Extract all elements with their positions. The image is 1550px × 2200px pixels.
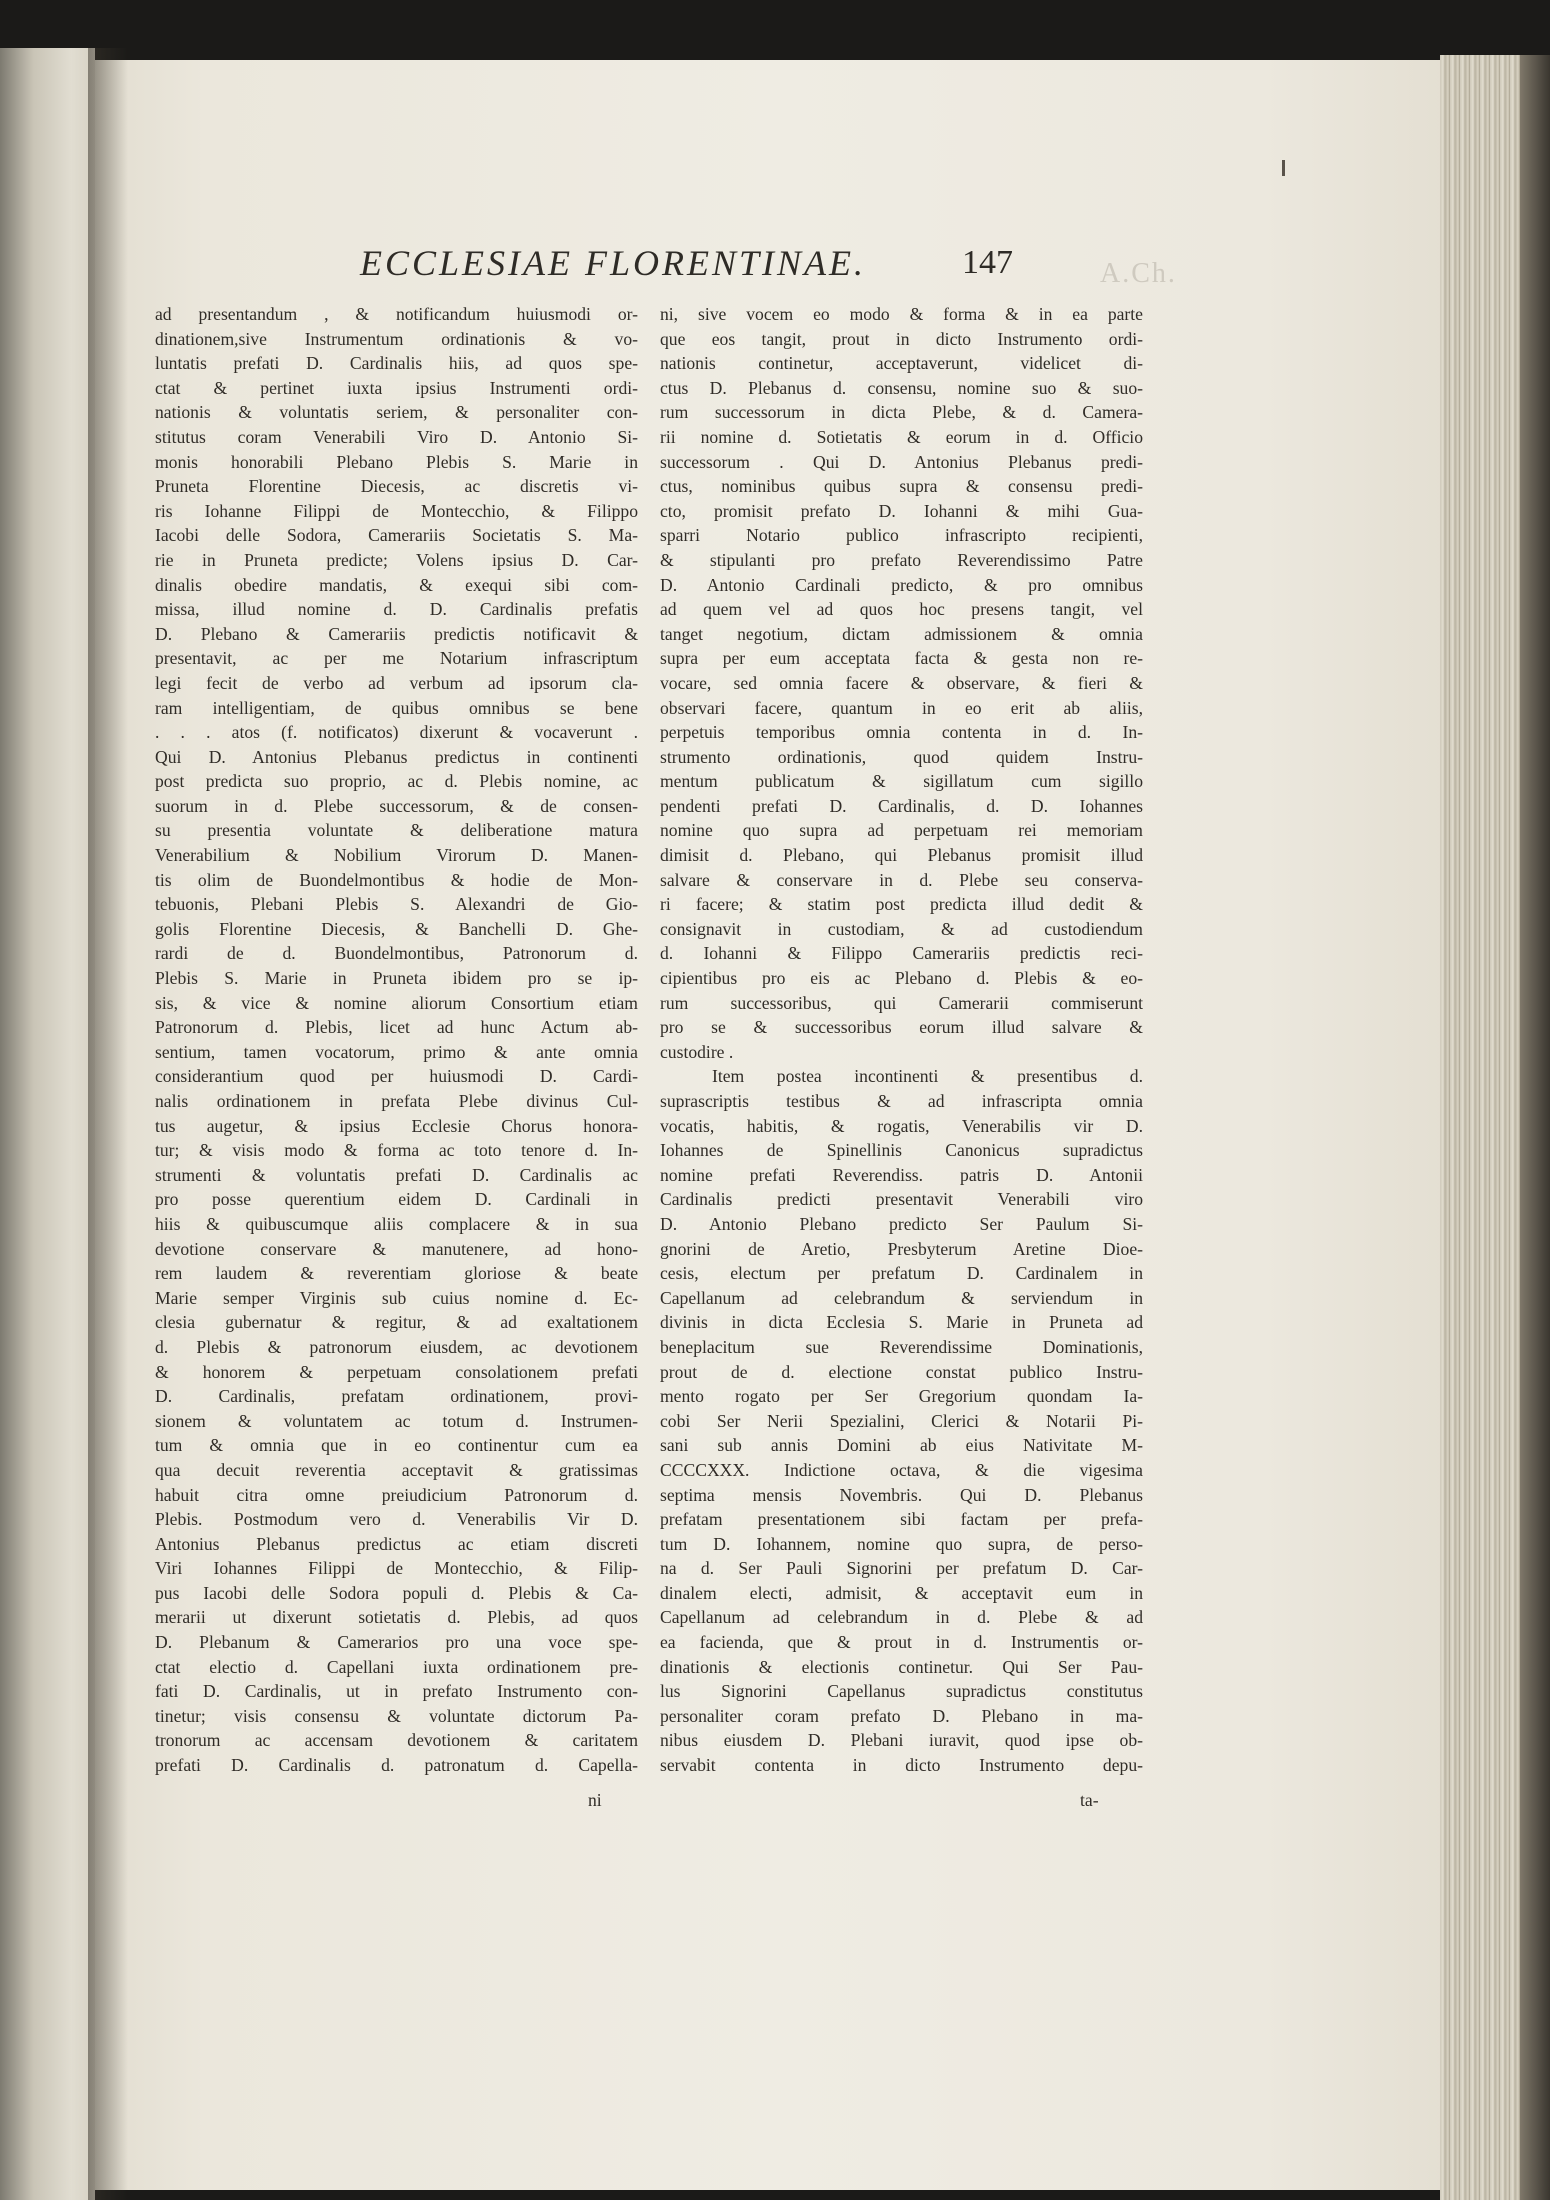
text-line: lus Signorini Capellanus supradictus constitutus	[660, 1681, 1143, 1702]
text-line: Plebis. Postmodum vero d. Venerabilis Vir D.	[155, 1509, 638, 1530]
text-line: luntatis prefati D. Cardinalis hiis, ad quos spe-	[155, 353, 638, 374]
text-line: rardi de d. Buondelmontibus, Patronorum d.	[155, 943, 638, 964]
text-line: ad quem vel ad quos hoc presens tangit, vel	[660, 599, 1143, 620]
text-line: stitutus coram Venerabili Viro D. Antonio Si-	[155, 426, 638, 447]
text-line: strumenti & voluntatis prefati D. Cardinalis ac	[155, 1164, 638, 1185]
text-line: Plebis S. Marie in Pruneta ibidem pro se ip-	[155, 968, 638, 989]
text-line: ad presentandum , & notificandum huiusmodi or-	[155, 304, 638, 324]
text-line: Cardinalis predicti presentavit Venerabili viro	[660, 1189, 1143, 1210]
text-line: habuit citra omne preiudicium Patronorum d.	[155, 1484, 638, 1505]
text-line: tus augetur, & ipsius Ecclesie Chorus honora-	[155, 1115, 638, 1136]
text-line: d. Iohanni & Filippo Camerariis predictis reci-	[660, 943, 1143, 964]
text-line: salvare & conservare in d. Plebe seu conserva-	[660, 869, 1143, 890]
text-line: mentum publicatum & sigillatum cum sigillo	[660, 771, 1143, 792]
text-line: fati D. Cardinalis, ut in prefato Instrumento con-	[155, 1681, 638, 1702]
text-line: ctus D. Plebanus d. consensu, nomine suo & suo-	[660, 377, 1143, 398]
text-line: rem laudem & reverentiam gloriose & beate	[155, 1263, 638, 1284]
text-line: tum D. Iohannem, nomine quo supra, de perso-	[660, 1533, 1143, 1554]
text-line: rum successoribus, qui Camerarii commiserunt	[660, 992, 1143, 1013]
text-line: sis, & vice & nomine aliorum Consortium etiam	[155, 992, 638, 1013]
text-line: considerantium quod per huiusmodi D. Cardi-	[155, 1066, 638, 1087]
text-line: tis olim de Buondelmontibus & hodie de Mon-	[155, 869, 638, 890]
text-line: mento rogato per Ser Gregorium quondam Ia-	[660, 1386, 1143, 1407]
text-line: Capellanum ad celebrandum & serviendum in	[660, 1287, 1143, 1308]
text-line: hiis & quibuscumque aliis complacere & in sua	[155, 1213, 638, 1234]
text-line: supra per eum acceptata facta & gesta non re-	[660, 648, 1143, 669]
text-line: servabit contenta in dicto Instrumento depu-	[660, 1755, 1143, 1776]
left-column	[155, 302, 638, 1778]
text-line: consignavit in custodiam, & ad custodiendum	[660, 918, 1143, 939]
text-line: rum successorum in dicta Plebe, & d. Camera-	[660, 402, 1143, 423]
ink-mark	[1282, 160, 1285, 176]
text-line: tronorum ac accensam devotionem & caritatem	[155, 1730, 638, 1751]
text-line: custodire .	[660, 1041, 734, 1062]
text-line: Patronorum d. Plebis, licet ad hunc Actum ab-	[155, 1017, 638, 1038]
text-line: Viri Iohannes Filippi de Montecchio, & Filip-	[155, 1558, 638, 1579]
text-line: vocare, sed omnia facere & observare, & fieri &	[660, 672, 1143, 693]
text-line: nalis ordinationem in prefata Plebe divinus Cul-	[155, 1091, 638, 1111]
text-line: cobi Ser Nerii Spezialini, Clerici & Notarii Pi-	[660, 1410, 1143, 1431]
text-line: monis honorabili Plebano Plebis S. Marie in	[155, 451, 638, 472]
text-line: personaliter coram prefato D. Plebano in ma-	[660, 1705, 1143, 1726]
text-line: presentavit, ac per me Notarium infrascriptum	[155, 648, 638, 669]
text-line: Pruneta Florentine Diecesis, ac discretis vi-	[155, 476, 638, 497]
text-line: & stipulanti pro prefato Reverendissimo Patre	[660, 549, 1143, 570]
text-line: tebuonis, Plebani Plebis S. Alexandri de Gio-	[155, 894, 638, 915]
text-line: divinis in dicta Ecclesia S. Marie in Pruneta ad	[660, 1312, 1143, 1333]
text-line: dinationem,sive Instrumentum ordinationis & vo-	[155, 328, 638, 349]
text-line: ctat electio d. Capellani iuxta ordinationem pre-	[155, 1656, 638, 1677]
text-line: legi fecit de verbo ad verbum ad ipsorum cla-	[155, 672, 638, 693]
text-line: d. Plebis & patronorum eiusdem, ac devotionem	[155, 1336, 638, 1357]
text-line: tum & omnia que in eo continentur cum ea	[155, 1435, 638, 1456]
text-line: Antonius Plebanus predictus ac etiam discreti	[155, 1533, 638, 1554]
text-line: pendenti prefati D. Cardinalis, d. D. Iohannes	[660, 795, 1143, 816]
text-line: pus Iacobi delle Sodora populi d. Plebis & Ca-	[155, 1582, 638, 1603]
text-line: nationis & voluntatis seriem, & personaliter con-	[155, 402, 638, 423]
text-line: suprascriptis testibus & ad infrascripta omnia	[660, 1091, 1143, 1111]
text-line: que eos tangit, prout in dicto Instrumento ordi-	[660, 328, 1143, 349]
running-head: ECCLESIAE FLORENTINAE.	[360, 243, 866, 283]
text-line: ea facienda, que & prout in d. Instrumentis or-	[660, 1632, 1143, 1653]
text-line: CCCCXXX. Indictione octava, & die vigesima	[660, 1459, 1143, 1480]
text-line: sionem & voluntatem ac totum d. Instrumen-	[155, 1410, 638, 1431]
text-line: ram intelligentiam, de quibus omnibus se bene	[155, 697, 638, 718]
text-line: nationis continetur, acceptaverunt, videlicet di-	[660, 353, 1143, 374]
text-line: nomine prefati Reverendiss. patris D. Antonii	[660, 1164, 1143, 1185]
right-column	[660, 302, 1143, 1778]
text-line: D. Plebanum & Camerarios pro una voce spe-	[155, 1632, 638, 1653]
text-line: prout de d. electione constat publico Instru-	[660, 1361, 1143, 1382]
text-line: successorum . Qui D. Antonius Plebanus predi-	[660, 451, 1143, 472]
text-line: tur; & visis modo & forma ac toto tenore d. In-	[155, 1140, 638, 1161]
text-line: prefati D. Cardinalis d. patronatum d. Capella-	[155, 1755, 638, 1776]
text-line: rii nomine d. Sotietatis & eorum in d. Officio	[660, 426, 1143, 447]
text-line: ri facere; & statim post predicta illud dedit &	[660, 894, 1143, 915]
text-line: gnorini de Aretio, Presbyterum Aretine Dioe-	[660, 1238, 1143, 1259]
text-line: dinalis obedire mandatis, & exequi sibi com-	[155, 574, 638, 595]
text-line: D. Plebano & Camerariis predictis notificavit &	[155, 623, 638, 644]
text-line: cto, promisit prefato D. Iohanni & mihi Gua-	[660, 500, 1143, 521]
text-line: Qui D. Antonius Plebanus predictus in continenti	[155, 746, 638, 767]
text-line: sani sub annis Domini ab eius Nativitate M-	[660, 1435, 1143, 1456]
text-line: suorum in d. Plebe successorum, & de consen-	[155, 795, 638, 816]
text-line: nomine quo supra ad perpetuam rei memoriam	[660, 820, 1143, 841]
text-line: ctat & pertinet iuxta ipsius Instrumenti ordi-	[155, 377, 638, 398]
text-line: merarii ut dixerunt sotietatis d. Plebis, ad quos	[155, 1607, 638, 1628]
text-line: perpetuis temporibus omnia contenta in d. In-	[660, 722, 1143, 743]
text-line: ni, sive vocem eo modo & forma & in ea parte	[660, 304, 1143, 324]
text-line: strumento ordinationis, quod quidem Instru-	[660, 746, 1143, 767]
text-line: nibus eiusdem D. Plebani iuravit, quod ipse ob-	[660, 1730, 1143, 1751]
left-catchword: ni	[588, 1790, 602, 1810]
text-line: pro posse querentium eidem D. Cardinali in	[155, 1189, 638, 1210]
text-line: septima mensis Novembris. Qui D. Plebanus	[660, 1484, 1143, 1505]
text-line: Marie semper Virginis sub cuius nomine d. Ec-	[155, 1287, 638, 1308]
text-line: D. Antonio Plebano predicto Ser Paulum Si-	[660, 1213, 1143, 1234]
text-line: qua decuit reverentia acceptavit & gratissimas	[155, 1459, 638, 1480]
text-line: dinationis & electionis continetur. Qui Ser Pau-	[660, 1656, 1143, 1677]
text-line: clesia gubernatur & regitur, & ad exaltationem	[155, 1312, 638, 1333]
text-line: dinalem electi, admisit, & acceptavit eum in	[660, 1582, 1143, 1603]
text-line: ctus, nominibus quibus supra & consensu predi-	[660, 476, 1143, 497]
text-line: & honorem & perpetuam consolationem prefati	[155, 1361, 638, 1382]
page-number: 147	[962, 244, 1013, 281]
text-line: tanget negotium, dictam admissionem & omnia	[660, 623, 1143, 644]
show-through-text: A.Ch.	[1100, 258, 1177, 289]
text-line: beneplacitum sue Reverendissime Dominationis,	[660, 1336, 1143, 1357]
text-line: Iacobi delle Sodora, Camerariis Societatis S. Ma-	[155, 525, 638, 546]
text-line: Capellanum ad celebrandum in d. Plebe & ad	[660, 1607, 1143, 1628]
left-page-edge	[0, 48, 95, 2200]
text-line: Venerabilium & Nobilium Virorum D. Manen-	[155, 845, 638, 866]
text-line: tinetur; visis consensu & voluntate dictorum Pa-	[155, 1705, 638, 1726]
text-line: cesis, electum per prefatum D. Cardinalem in	[660, 1263, 1143, 1284]
text-line: pro se & successoribus eorum illud salvare &	[660, 1017, 1143, 1038]
text-line: Iohannes de Spinellinis Canonicus supradictus	[660, 1140, 1143, 1161]
text-line: prefatam presentationem sibi factam per prefa-	[660, 1509, 1143, 1530]
text-line: sparri Notario publico infrascripto recipienti,	[660, 525, 1143, 546]
right-catchword: ta-	[1080, 1790, 1099, 1810]
text-line: rie in Pruneta predicte; Volens ipsius D. Car-	[155, 549, 638, 570]
text-line: observari facere, quantum in eo erit ab aliis,	[660, 697, 1143, 718]
text-line: golis Florentine Diecesis, & Banchelli D. Ghe-	[155, 918, 638, 939]
text-line: Item postea incontinenti & presentibus d.	[712, 1066, 1143, 1087]
text-line: vocatis, habitis, & rogatis, Venerabilis vir D.	[660, 1115, 1143, 1136]
gutter-shadow	[88, 48, 128, 2200]
text-line: missa, illud nomine d. D. Cardinalis prefatis	[155, 599, 638, 620]
text-line: . . . atos (f. notificatos) dixerunt & vocaverunt .	[155, 722, 638, 743]
text-line: post predicta suo proprio, ac d. Plebis nomine, ac	[155, 771, 638, 792]
text-line: cipientibus pro eis ac Plebano d. Plebis & eo-	[660, 968, 1143, 989]
text-line: ris Iohanne Filippi de Montecchio, & Filippo	[155, 500, 638, 521]
text-line: D. Cardinalis, prefatam ordinationem, provi-	[155, 1386, 638, 1407]
text-line: su presentia voluntate & deliberatione matura	[155, 820, 638, 841]
text-line: devotione conservare & manutenere, ad hono-	[155, 1238, 638, 1259]
text-line: D. Antonio Cardinali predicto, & pro omnibus	[660, 574, 1143, 595]
fore-edge-shadow	[1520, 55, 1550, 2200]
text-line: sentium, tamen vocatorum, primo & ante omnia	[155, 1041, 638, 1062]
text-line: dimisit d. Plebano, qui Plebanus promisit illud	[660, 845, 1143, 866]
text-line: na d. Ser Pauli Signorini per prefatum D. Car-	[660, 1558, 1143, 1579]
